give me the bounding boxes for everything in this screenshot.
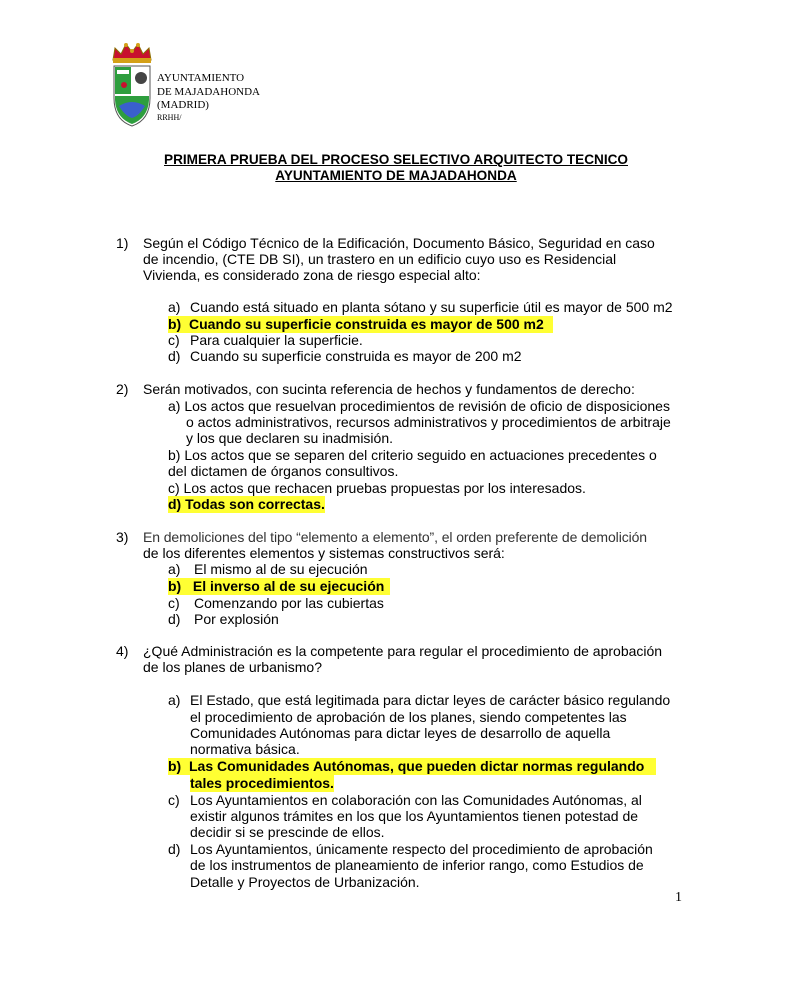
question-4-option-a-line: El Estado, que está legitimada para dictar leyes de carácter básico regulando	[190, 692, 671, 708]
question-3-option-a: El mismo al de su ejecución	[194, 561, 368, 577]
question-3-option-c-letter: c)	[168, 595, 180, 611]
page-number: 1	[675, 890, 682, 905]
option-text: El inverso al de su ejecución	[192, 578, 385, 594]
org-line-4: RRHH/	[157, 112, 182, 122]
question-4-option-a-line: Comunidades Autónomas para dictar leyes de desarrollo de aquella	[190, 725, 611, 741]
question-1-number: 1)	[116, 235, 129, 251]
question-1-option-c: Para cualquier la superficie.	[190, 332, 363, 348]
question-4-option-d-line: Detalle y Proyectos de Urbanización.	[190, 874, 420, 890]
option-letter: b)	[168, 578, 182, 594]
question-4-option-c-line: decidir si se prescinde de ellos.	[190, 824, 385, 840]
question-4-option-d-line: Los Ayuntamientos, únicamente respecto del procedimiento de aprobación	[190, 841, 653, 857]
question-2-option-line: o actos administrativos, recursos administrativos y procedimientos de arbitraje	[186, 414, 671, 430]
question-2-text-line: Serán motivados, con sucinta referencia de hechos y fundamentos de derecho:	[143, 381, 635, 397]
question-3-text-line: de los diferentes elementos y sistemas constructivos será:	[143, 545, 505, 561]
question-1-text-line: Vivienda, es considerado zona de riesgo especial alto:	[143, 267, 481, 283]
question-2-option-d-answer: d) Todas son correctas.	[168, 496, 325, 512]
question-4-number: 4)	[116, 643, 129, 659]
option-letter: b)	[168, 316, 182, 332]
question-4-option-c-letter: c)	[168, 792, 180, 808]
question-1-option-d: Cuando su superficie construida es mayor de 200 m2	[190, 348, 522, 364]
page-title-line-1: PRIMERA PRUEBA DEL PROCESO SELECTIVO ARQUITECTO TECNICO	[164, 152, 628, 167]
option-text: Cuando su superficie construida es mayor de 500 m2	[189, 316, 544, 332]
option-letter: b)	[168, 758, 182, 774]
question-4-option-b-answer-cont: tales procedimientos.	[190, 775, 334, 791]
question-2-option-line: b) Los actos que se separen del criterio seguido en actuaciones precedentes o	[168, 447, 657, 463]
question-4-option-a-line: el procedimiento de aprobación de los planes, siendo competentes las	[190, 709, 627, 725]
question-3-option-b-answer	[168, 578, 390, 595]
question-2-option-line: del dictamen de órganos consultivos.	[168, 463, 399, 479]
question-4-text-line: de los planes de urbanismo?	[143, 659, 323, 675]
question-1-option-b-answer	[168, 316, 553, 333]
question-1-option-a: Cuando está situado en planta sótano y su superficie útil es mayor de 500 m2	[190, 299, 673, 315]
question-3-text-line: En demoliciones del tipo “elemento a elemento”, el orden preferente de demolición	[143, 529, 647, 545]
question-2-number: 2)	[116, 381, 129, 397]
page-title-line-2: AYUNTAMIENTO DE MAJADAHONDA	[275, 168, 517, 183]
question-1-text-line: de incendio, (CTE DB SI), un trastero en un edificio cuyo uso es Residencial	[143, 251, 617, 267]
question-1-option-c-letter: c)	[168, 332, 180, 348]
question-3-option-d: Por explosión	[194, 611, 279, 627]
question-4-text-line: ¿Qué Administración es la competente para regular el procedimiento de aprobación	[143, 643, 663, 659]
question-3-number: 3)	[116, 529, 129, 545]
question-1-option-d-letter: d)	[168, 348, 181, 364]
question-2-option-line: c) Los actos que rechacen pruebas propuestas por los interesados.	[168, 480, 586, 496]
question-1-text-line: Según el Código Técnico de la Edificación, Documento Básico, Seguridad en caso	[143, 235, 655, 251]
question-4-option-c-line: Los Ayuntamientos en colaboración con las Comunidades Autónomas, al	[190, 792, 642, 808]
question-4-option-c-line: existir algunos trámites en los que los Ayuntamientos tienen potestad de	[190, 808, 639, 824]
question-4-option-d-letter: d)	[168, 841, 181, 857]
question-4-option-d-line: de los instrumentos de planeamiento de inferior rango, como Estudios de	[190, 857, 644, 873]
question-1-option-a-letter: a)	[168, 299, 181, 315]
question-4-option-b-answer	[168, 758, 656, 775]
org-line-2: DE MAJADAHONDA	[157, 85, 260, 98]
question-2-option-line: a) Los actos que resuelvan procedimientos de revisión de oficio de disposiciones	[168, 398, 670, 414]
question-2-option-line: y los que declaren su inadmisión.	[186, 430, 394, 446]
org-line-1: AYUNTAMIENTO	[157, 72, 245, 84]
option-text: Las Comunidades Autónomas, que pueden dictar normas regulando	[189, 758, 645, 774]
question-4-option-a-line: normativa básica.	[190, 741, 300, 757]
question-3-option-d-letter: d)	[168, 611, 181, 627]
question-4-option-a-letter: a)	[168, 692, 181, 708]
question-3-option-a-letter: a)	[168, 561, 181, 577]
coat-of-arms-icon	[109, 40, 155, 128]
organization-name	[157, 72, 260, 123]
question-3-option-c: Comenzando por las cubiertas	[194, 595, 384, 611]
org-line-3: (MADRID)	[157, 99, 209, 111]
